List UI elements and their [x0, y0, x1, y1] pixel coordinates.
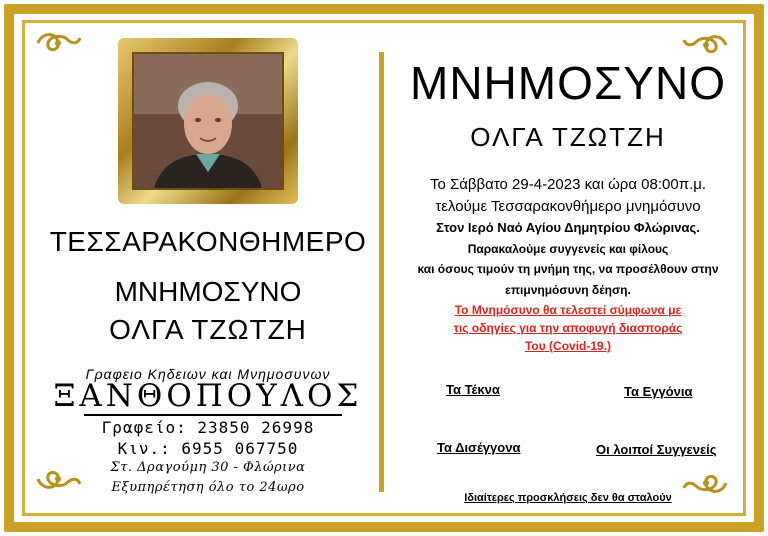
invitation-line: Παρακαλούμε συγγενείς και φίλους — [467, 242, 669, 256]
left-title: ΤΕΣΣΑΡΑΚΟΝΘΗΜΕΡΟ — [49, 226, 367, 257]
signature-other-relatives: Οι λοιποί Συγγενείς — [596, 442, 717, 457]
column-divider — [379, 52, 384, 492]
signature-grandchildren: Τα Εγγόνια — [624, 384, 693, 399]
flourish-ornament-icon — [34, 30, 82, 56]
covid-notice-line: Του (Covid-19.) — [524, 339, 612, 353]
office-address: Στ. Δραγούμη 30 - Φλώρινα — [110, 460, 306, 475]
invitation-line: και όσους τιμούν τη μνήμη της, να προσέλθουν στην — [417, 262, 719, 276]
signature-great-grandchildren: Τα Δισέγγονα — [437, 440, 521, 455]
funeral-name-underline — [84, 414, 342, 416]
church-line: Στον Ιερό Ναό Αγίου Δημητρίου Φλώρινας. — [436, 220, 700, 235]
flourish-ornament-icon — [682, 32, 730, 58]
covid-notice-line: τις οδηγίες για την αποφυγή διασποράς — [453, 321, 683, 335]
portrait-photo — [132, 52, 284, 190]
invitation-line: επιμνημόσυνη δέηση. — [505, 283, 631, 297]
service-hours: Εξυπηρέτηση όλο το 24ωρο — [111, 480, 305, 495]
left-subtitle: ΜΝΗΜΟΣΥΝΟ — [114, 276, 302, 307]
footer-note: Ιδιαίτερες προσκλήσεις δεν θα σταλούν — [464, 492, 672, 504]
right-title: ΜΝΗΜΟΣΥΝΟ — [410, 57, 726, 109]
portrait-frame — [118, 38, 298, 204]
announcement-line: τελούμε Τεσσαρακονθήμερο μνημόσυνο — [435, 198, 701, 215]
funeral-office-label: Γραφειο Κηδειων και Μνημοσυνων — [85, 366, 331, 382]
person-portrait-icon — [134, 54, 282, 188]
left-deceased-name: ΟΛΓΑ ΤΖΩΤΖΗ — [109, 314, 307, 345]
mobile-phone: Κιν.: 6955 067750 — [117, 439, 299, 458]
covid-notice-line: Το Μνημόσυνο θα τελεστεί σύμφωνα με — [454, 303, 682, 317]
announcement-line: Το Σάββατο 29-4-2023 και ώρα 08:00π.μ. — [429, 176, 707, 193]
right-deceased-name: ΟΛΓΑ ΤΖΩΤΖΗ — [470, 122, 666, 152]
signature-children: Τα Τέκνα — [446, 382, 500, 397]
funeral-office-name: ΞΑΝΘΟΠΟΥΛΟΣ — [53, 378, 363, 414]
office-phone: Γραφείο: 23850 26998 — [101, 418, 315, 437]
